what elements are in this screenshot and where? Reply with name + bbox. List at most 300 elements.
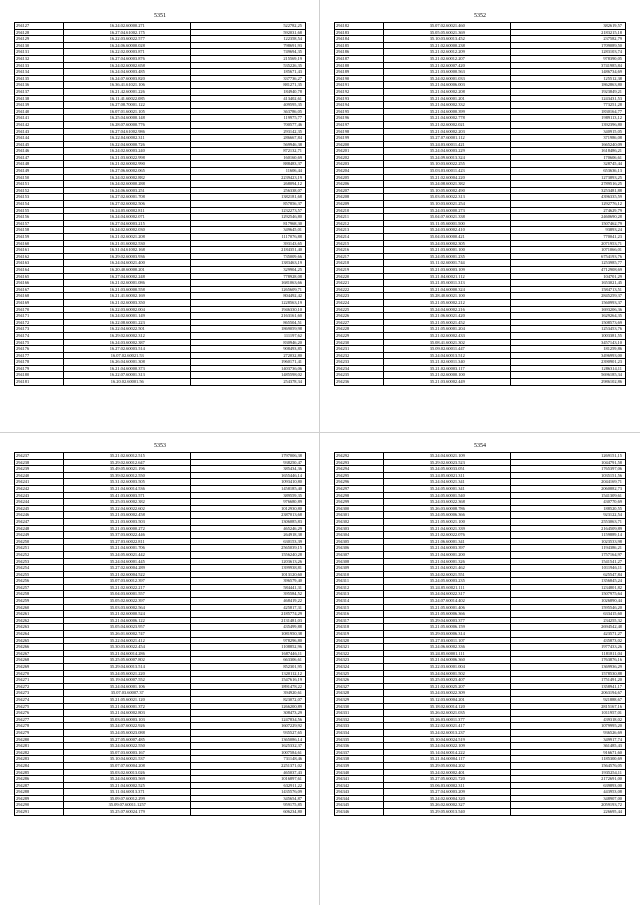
amount-cell: 1709089,50 [511,42,626,49]
code-cell: 35.26.02.60002.327 [384,802,511,809]
code-cell: 35.24.05.60033.051 [384,466,511,473]
row-number-cell: 294224 [335,299,384,306]
amount-cell: 916671,60 [511,749,626,756]
table-row [15,227,306,234]
table-row [335,650,626,657]
table-row [15,650,306,657]
table-row [335,749,626,756]
code-cell: 35.24.07.60014.402 [384,598,511,605]
row-number-cell: 294177 [15,352,64,359]
row-number-cell: 294255 [15,571,64,578]
amount-cell: 6754193,76 [511,253,626,260]
code-cell: 35.29.03.60006.314 [384,631,511,638]
table-row [335,346,626,353]
amount-cell: 104701,29 [511,273,626,280]
code-cell: 16.21.02.60001.086 [64,280,191,287]
table-row [335,299,626,306]
table-row [335,128,626,135]
row-number-cell: 294196 [335,115,384,122]
row-number-cell: 294330 [335,703,384,710]
code-cell: 35.10.03.60021.254 [384,201,511,208]
table-row [15,703,306,710]
code-cell: 35.21.02.60000.238 [384,42,511,49]
amount-cell: 1935254,11 [511,769,626,776]
code-cell: 16.24.04.60021.400 [64,260,191,267]
code-cell: 35.25.05.60007.802 [64,657,191,664]
amount-cell: 1365086,14 [191,736,306,743]
row-number-cell: 294323 [335,657,384,664]
code-cell: 35.21.04.60001.706 [64,545,191,552]
amount-cell: 181259,86 [511,346,626,353]
amount-cell: 1607229,92 [191,723,306,730]
table-row [15,512,306,519]
code-cell: 35.21.05.60011.313 [384,280,511,287]
table-row [335,459,626,466]
table-row [15,346,306,353]
amount-cell: 1035151,56 [511,472,626,479]
code-cell: 35.24.04.60021.341 [384,479,511,486]
row-number-cell: 294296 [335,479,384,486]
row-number-cell: 294171 [15,313,64,320]
row-number-cell: 294185 [335,42,384,49]
amount-cell: 185671,43 [191,69,306,76]
row-number-cell: 294213 [335,227,384,234]
code-cell: 16.24.02.60003.240 [64,148,191,155]
table-row [335,598,626,605]
amount-cell: 938250,47 [191,459,306,466]
sheet-title: 5354 [474,443,486,449]
amount-cell: 584441,31 [191,584,306,591]
table-row [15,319,306,326]
table-row [15,776,306,783]
row-number-cell: 294211 [335,214,384,221]
table-row [15,578,306,585]
row-number-cell: 294200 [335,141,384,148]
amount-cell: 1232273,57 [191,207,306,214]
row-number-cell: 294266 [15,644,64,651]
table-row [15,809,306,816]
code-cell: 35.24.05.60021.442 [64,551,191,558]
amount-cell: 1269151,15 [511,453,626,460]
table-row [15,604,306,611]
code-cell: 35.21.04.60000.324 [384,286,511,293]
row-number-cell: 294131 [15,49,64,56]
code-cell: 16.27.02.60003.514 [64,346,191,353]
row-number-cell: 294336 [335,743,384,750]
code-cell: 35.21.05.60006.366 [384,611,511,618]
row-number-cell: 294221 [335,280,384,287]
amount-cell: 1011957,01 [511,710,626,717]
amount-cell: 264918,38 [191,532,306,539]
amount-cell: 435873,02 [511,637,626,644]
amount-cell: 1507462,79 [511,220,626,227]
table-row [15,769,306,776]
code-cell: 35.21.03.60003.109 [384,266,511,273]
row-number-cell: 294332 [335,716,384,723]
amount-cell: 1016897,61 [191,776,306,783]
amount-cell: 1399938,81 [191,565,306,572]
row-number-cell: 294339 [335,762,384,769]
code-cell: 35.21.04.60006.360 [384,657,511,664]
row-number-cell: 294247 [15,518,64,525]
code-cell: 35.21.04.60006.003 [384,82,511,89]
amount-cell: 1541309,61 [511,492,626,499]
amount-cell: 630153,39 [191,538,306,545]
amount-cell: 865504,51 [191,319,306,326]
row-number-cell: 294329 [335,696,384,703]
code-cell: 35.22.04.60021.412 [64,637,191,644]
code-cell: 35.29.04.60013.514 [64,664,191,671]
row-number-cell: 294265 [15,637,64,644]
row-number-cell: 294225 [335,306,384,313]
amount-cell: 778928,08 [191,273,306,280]
row-number-cell: 294230 [335,339,384,346]
amount-cell: 1977433,26 [511,644,626,651]
amount-cell: 1763876,16 [511,657,626,664]
amount-cell: 1891478,22 [191,683,306,690]
row-number-cell: 294172 [15,319,64,326]
row-number-cell: 294304 [335,532,384,539]
code-cell: 35.24.05.60006.366 [384,512,511,519]
code-cell: 35.21.02.60012.515 [64,453,191,460]
amount-cell: 111197,62 [191,332,306,339]
code-cell: 16.21.42.60001.226 [64,88,191,95]
row-number-cell: 294183 [335,29,384,36]
row-number-cell: 294219 [335,266,384,273]
table-row [15,62,306,69]
row-number-cell: 294132 [15,55,64,62]
row-number-cell: 294281 [15,743,64,750]
code-cell: 35.21.05.60021.100 [384,518,511,525]
table-row [15,181,306,188]
code-cell: 16.27.04.60002.248 [64,273,191,280]
row-number-cell: 294228 [335,326,384,333]
table-row [15,280,306,287]
amount-cell: 632911,22 [191,782,306,789]
code-cell: 16.22.08.60001.223 [64,319,191,326]
code-cell: 16.24.03.60002.387 [64,339,191,346]
table-row [335,121,626,128]
row-number-cell: 294300 [335,505,384,512]
code-cell: 35.26.03.60008.786 [384,505,511,512]
amount-cell: 256338,07 [191,187,306,194]
table-row [15,299,306,306]
row-number-cell: 294312 [335,584,384,591]
row-number-cell: 294236 [335,379,384,386]
row-number-cell: 294346 [335,809,384,816]
table-row [15,696,306,703]
code-cell: 35.21.04.60001.372 [64,703,191,710]
table-row [15,598,306,605]
amount-cell: 5696185,34 [511,372,626,379]
amount-cell: 1665240,09 [511,141,626,148]
table-row [15,729,306,736]
amount-cell: 1292546,80 [191,214,306,221]
row-number-cell: 294238 [15,459,64,466]
code-cell: 35.21.05.60001.204 [384,326,511,333]
table-row [335,584,626,591]
amount-cell: 435499,88 [191,624,306,631]
amount-cell: 4396335,59 [511,194,626,201]
amount-cell: 337736,27 [191,75,306,82]
table-row [335,365,626,372]
row-number-cell: 294277 [15,716,64,723]
row-number-cell: 294139 [15,102,64,109]
table-row [15,532,306,539]
table-row [335,789,626,796]
amount-cell: 1486734,69 [511,69,626,76]
amount-cell: 329904,25 [191,266,306,273]
row-number-cell: 294297 [335,485,384,492]
code-cell: 35.22.02.60021.417 [384,723,511,730]
code-cell: 16.21.02.60021.208 [64,234,191,241]
code-cell: 35.21.04.60021.462 [384,565,511,572]
table-row [335,253,626,260]
row-number-cell: 294325 [335,670,384,677]
row-number-cell: 294188 [335,62,384,69]
amount-cell: 160160,69 [191,154,306,161]
row-number-cell: 294169 [15,299,64,306]
row-number-cell: 294321 [335,644,384,651]
code-cell: 35.24.05.60001.341 [384,485,511,492]
amount-cell: 1159889,14 [511,532,626,539]
code-cell: 35.03.02.60013.026 [64,769,191,776]
row-number-cell: 294174 [15,332,64,339]
table-row [15,683,306,690]
code-cell: 35.10.03.60022.255 [384,161,511,168]
row-number-cell: 294150 [15,174,64,181]
amount-cell: 170606,61 [511,154,626,161]
code-cell: 16.27.04.60003.215 [64,220,191,227]
row-number-cell: 294147 [15,154,64,161]
amount-cell: 606234,80 [191,809,306,816]
table-row [15,128,306,135]
row-number-cell: 294240 [15,472,64,479]
table-row [335,115,626,122]
row-number-cell: 294335 [335,736,384,743]
amount-cell: 1653021,45 [511,280,626,287]
row-number-cell: 294210 [335,207,384,214]
amount-cell: 2071953,71 [511,240,626,247]
code-cell: 35.21.03.60003.503 [64,518,191,525]
code-cell: 16.28.07.60000.776 [64,121,191,128]
amount-cell: 633415,60 [511,611,626,618]
amount-cell: 921888,67 [511,696,626,703]
code-cell: 16.21.03.60000.558 [64,286,191,293]
code-cell: 35.09.07.60012.299 [64,795,191,802]
table-row [15,762,306,769]
code-cell: 35.21.04.60000.399 [384,108,511,115]
table-row [335,260,626,267]
code-cell: 35.21.04.60006.122 [64,617,191,624]
code-cell: 35.21.05.60002.212 [384,299,511,306]
table-row [335,545,626,552]
row-number-cell: 294259 [15,598,64,605]
table-row [15,479,306,486]
amount-cell: 804492,42 [191,293,306,300]
row-number-cell: 294256 [15,578,64,585]
code-cell: 35.24.03.60002.305 [384,240,511,247]
table-row [335,809,626,816]
table-row [335,201,626,208]
table-row [15,756,306,763]
row-number-cell: 294159 [15,234,64,241]
amount-cell: 976680,89 [191,499,306,506]
row-number-cell: 294260 [15,604,64,611]
row-number-cell: 294342 [335,782,384,789]
table-row [15,749,306,756]
table-row [15,115,306,122]
table-row [335,532,626,539]
code-cell: 35.07.03.60007.37 [64,690,191,697]
row-number-cell: 294158 [15,227,64,234]
amount-cell: 1079995,20 [511,723,626,730]
amount-cell: 1751491,20 [511,677,626,684]
code-cell: 16.07.01.60021.105 [64,108,191,115]
code-cell: 35.07.02.60021.460 [384,23,511,30]
table-row [15,141,306,148]
amount-cell: 2172691,00 [511,776,626,783]
table-row [15,352,306,359]
code-cell: 35.24.04.60003.229 [384,148,511,155]
table-row [335,95,626,102]
code-cell: 16.07.02.60021.53 [64,352,191,359]
amount-cell: 1458185,40 [191,485,306,492]
row-number-cell: 294207 [335,187,384,194]
amount-cell: 1253985,77 [511,260,626,267]
table-row [335,69,626,76]
code-cell: 16.20.02.60001.56 [64,379,191,386]
amount-cell: 2060882,73 [511,485,626,492]
code-cell: 35.24.04.60021.109 [384,453,511,460]
code-cell: 16.27.02.60001.708 [64,194,191,201]
row-number-cell: 294317 [335,617,384,624]
row-number-cell: 294194 [335,102,384,109]
amount-cell: 3741985,84 [511,62,626,69]
table-row [335,168,626,175]
code-cell: 16.22.04.60022.501 [64,326,191,333]
row-number-cell: 294249 [15,532,64,539]
code-cell: 35.21.03.60001.100 [384,247,511,254]
table-row [335,518,626,525]
amount-cell: 2694542,48 [511,624,626,631]
code-cell: 35.29.02.60023.523 [384,459,511,466]
code-cell: 35.26.02.60021.035 [384,710,511,717]
table-row [15,505,306,512]
code-cell: 16.29.02.60003.936 [64,253,191,260]
code-cell: 35.24.03.60022.309 [384,690,511,697]
amount-cell: 1547616,19 [191,677,306,684]
code-cell: 35.26.03.60011.377 [384,716,511,723]
code-cell: 35.24.08.60021.382 [384,181,511,188]
row-number-cell: 294227 [335,319,384,326]
amount-cell: 465037,43 [191,769,306,776]
page-divider-vertical [319,0,320,905]
table-row [15,102,306,109]
amount-cell: 1564576,05 [511,762,626,769]
code-cell: 16.24.06.60000.028 [64,42,191,49]
row-number-cell: 294302 [335,518,384,525]
code-cell: 35.18.02.60014.120 [384,703,511,710]
code-cell: 35.21.04.60001.326 [384,558,511,565]
row-number-cell: 294316 [335,611,384,618]
row-number-cell: 294193 [335,95,384,102]
code-cell: 35.24.02.60004.320 [384,795,511,802]
row-number-cell: 294273 [15,690,64,697]
table-row [15,187,306,194]
amount-cell: 1862863,80 [511,82,626,89]
table-row [335,505,626,512]
amount-cell: 888483,37 [191,161,306,168]
code-cell: 35.14.04.60014.222 [384,749,511,756]
table-row [335,756,626,763]
row-number-cell: 294301 [335,512,384,519]
code-cell: 16.24.06.60003.251 [64,187,191,194]
row-number-cell: 294333 [335,723,384,730]
row-number-cell: 294184 [335,36,384,43]
row-number-cell: 294245 [15,505,64,512]
row-number-cell: 294190 [335,75,384,82]
table-row [335,339,626,346]
table-row [335,472,626,479]
table-row [15,121,306,128]
table-row [15,459,306,466]
row-number-cell: 294287 [15,782,64,789]
row-number-cell: 294324 [335,664,384,671]
amount-cell: 2164509,89 [511,525,626,532]
amount-cell: 1071066,01 [511,247,626,254]
row-number-cell: 294253 [15,558,64,565]
code-cell: 35.21.02.60007.420 [384,62,511,69]
amount-cell: 2059193,72 [511,802,626,809]
row-number-cell: 294291 [15,809,64,816]
table-row [335,525,626,532]
row-number-cell: 294234 [335,365,384,372]
code-cell: 35.22.04.60022.602 [64,505,191,512]
row-number-cell: 294311 [335,578,384,585]
table-row [335,247,626,254]
amount-cell: 959175,85 [191,802,306,809]
row-number-cell: 294161 [15,247,64,254]
code-cell: 16.24.02.60002.882 [64,174,191,181]
code-cell: 35.03.03.60002.564 [64,604,191,611]
amount-cell: 908493,85 [191,346,306,353]
row-number-cell: 294195 [335,108,384,115]
row-number-cell: 294179 [15,365,64,372]
row-number-cell: 294251 [15,545,64,552]
code-cell: 35.21.02.60000.524 [64,611,191,618]
code-cell: 35.29.05.60004.202 [384,762,511,769]
row-number-cell: 294274 [15,696,64,703]
code-cell: 35.10.05.60002.490 [384,187,511,194]
code-cell: 35.25.07.60024.179 [64,809,191,816]
code-cell: 35.21.02.60022.076 [384,532,511,539]
table-row [15,168,306,175]
row-number-cell: 294328 [335,690,384,697]
table-row [335,352,626,359]
code-cell: 35.24.04.60022.550 [64,743,191,750]
amount-cell: 1306085,83 [191,518,306,525]
table-row [15,743,306,750]
row-number-cell: 294286 [15,776,64,783]
table-row [15,95,306,102]
table-row [15,359,306,366]
amount-cell: 2789516,25 [511,181,626,188]
amount-cell: 1923849,21 [511,88,626,95]
row-number-cell: 294262 [15,617,64,624]
table-row [15,624,306,631]
amount-cell: 389559,35 [191,492,306,499]
